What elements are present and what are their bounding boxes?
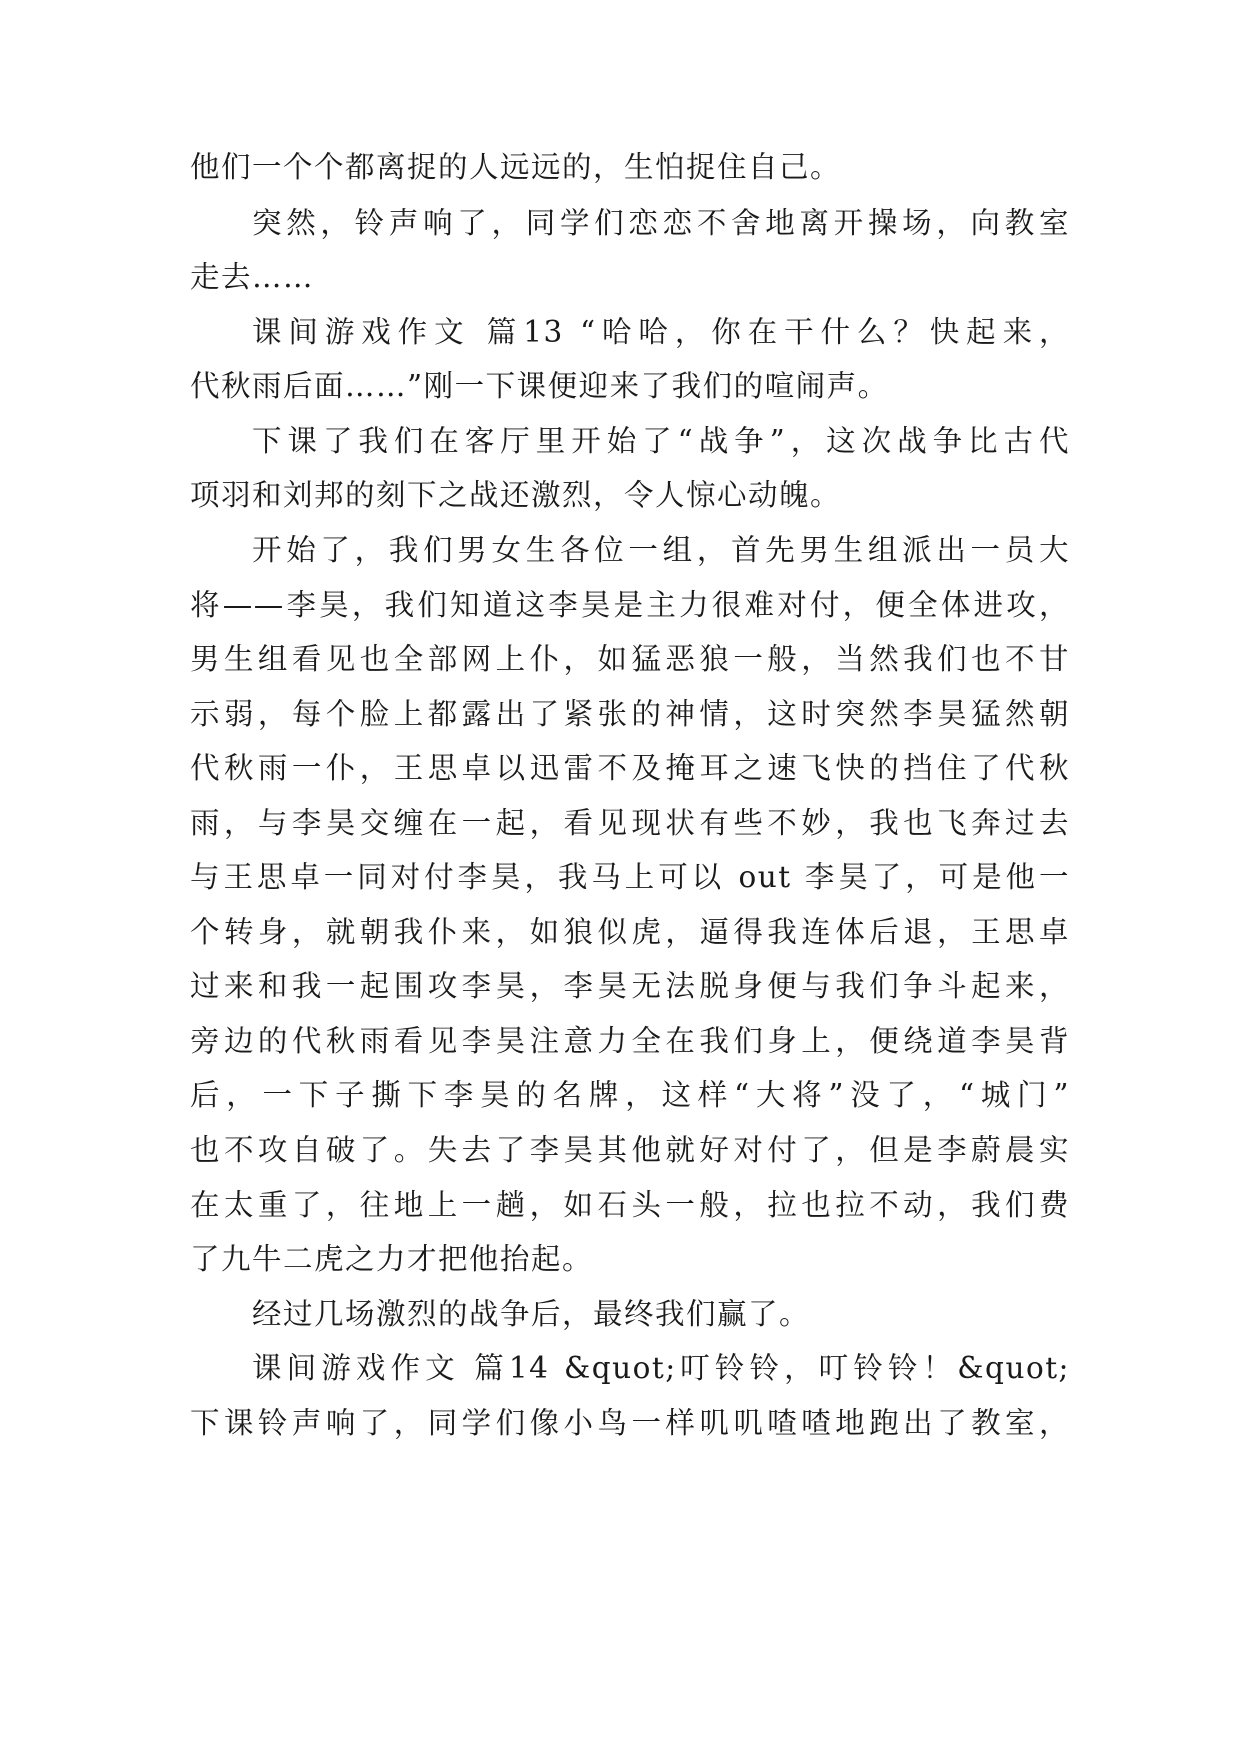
text-line: 走去……	[190, 260, 315, 294]
text-line: 课间游戏作文 篇13 “哈哈，你在干什么？快起来，	[252, 315, 1070, 349]
text-line: 在太重了，往地上一趟，如石头一般，拉也拉不动，我们费	[190, 1188, 1070, 1222]
text-line: 将——李昊，我们知道这李昊是主力很难对付，便全体进攻，	[190, 588, 1070, 622]
text-line: 代秋雨后面……”刚一下课便迎来了我们的喧闹声。	[190, 369, 889, 403]
text-line: 项羽和刘邦的刻下之战还激烈，令人惊心动魄。	[190, 478, 842, 512]
text-line: 旁边的代秋雨看见李昊注意力全在我们身上，便绕道李昊背	[190, 1024, 1070, 1058]
text-line: 下课了我们在客厅里开始了“战争”，这次战争比古代	[252, 424, 1070, 458]
text-line: 经过几场激烈的战争后，最终我们赢了。	[252, 1297, 811, 1331]
text-line: 过来和我一起围攻李昊，李昊无法脱身便与我们争斗起来，	[190, 969, 1070, 1003]
text-line: 突然，铃声响了，同学们恋恋不舍地离开操场，向教室	[252, 206, 1070, 240]
text-line: 了九牛二虎之力才把他抬起。	[190, 1242, 594, 1276]
text-line: 雨，与李昊交缠在一起，看见现状有些不妙，我也飞奔过去	[190, 806, 1070, 840]
text-line: 示弱，每个脸上都露出了紧张的神情，这时突然李昊猛然朝	[190, 697, 1070, 731]
text-line: 他们一个个都离捉的人远远的，生怕捉住自己。	[190, 150, 842, 184]
text-line: 与王思卓一同对付李昊，我马上可以 out 李昊了，可是他一	[190, 860, 1070, 894]
text-line: 课间游戏作文 篇14 &quot;叮铃铃，叮铃铃！&quot;	[252, 1351, 1070, 1385]
text-line: 男生组看见也全部网上仆，如猛恶狼一般，当然我们也不甘	[190, 642, 1070, 676]
text-line: 开始了，我们男女生各位一组，首先男生组派出一员大	[252, 533, 1070, 567]
text-line: 下课铃声响了，同学们像小鸟一样叽叽喳喳地跑出了教室，	[190, 1406, 1070, 1440]
text-line: 后，一下子撕下李昊的名牌，这样“大将”没了，“城门”	[190, 1078, 1070, 1112]
text-line: 个转身，就朝我仆来，如狼似虎，逼得我连体后退，王思卓	[190, 915, 1070, 949]
text-line: 也不攻自破了。失去了李昊其他就好对付了，但是李蔚晨实	[190, 1133, 1070, 1167]
text-line: 代秋雨一仆，王思卓以迅雷不及掩耳之速飞快的挡住了代秋	[190, 751, 1070, 785]
